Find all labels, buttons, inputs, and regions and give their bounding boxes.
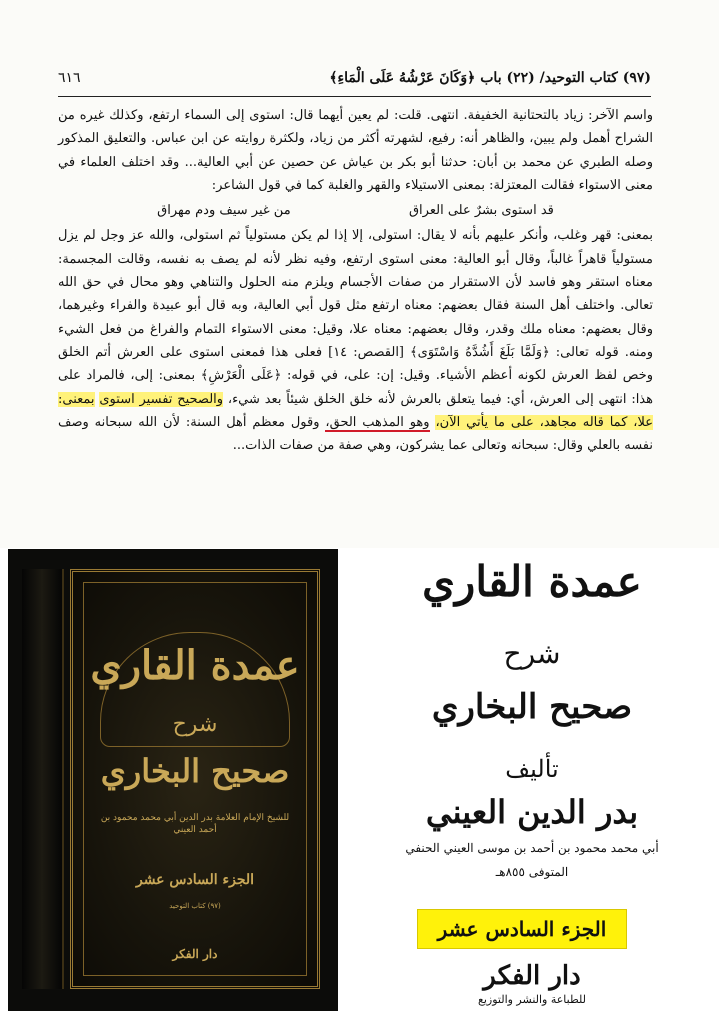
page-number: ٦١٦ — [58, 70, 81, 86]
header-rule — [58, 96, 651, 97]
publisher-tagline: للطباعة والنشر والتوزيع — [477, 993, 586, 1006]
title-page-author: بدر الدين العيني — [425, 793, 639, 831]
title-page-author-full: أبي محمد محمود بن أحمد بن موسى العيني الحنفي — [405, 841, 659, 855]
underlined-phrase: وهو المذهب الحق، — [325, 414, 430, 430]
cover-frame — [70, 569, 320, 989]
paragraph-1: واسم الآخر: زياد بالتحتانية الخفيفة. انتهى. قلت: لم يعين أيهما قال: استوى إلى السماء ارتفع، وكذلك غيره من الشراح أهمل ولم يبين، والظاهر أنه: رفيع، لشهرته أكثر من زياد، ولكثرة روايته عن ابن عباس. والتعليق المذكور وصله الطبري عن محمد بن أبان: حدثنا أبو بكر بن عياش عن حصين عن أبي العالية... وقد اختلف العلماء في معنى الاستواء فقالت المعتزلة: بمعنى الاستيلاء والقهر والغلبة كما في قول الشاعر: — [58, 108, 653, 193]
title-page-title: عمدة القاري — [422, 557, 642, 606]
cover-title: عمدة القاري — [90, 642, 300, 689]
poem-hemistich-right: قد استوى بشرٌ على العراق — [408, 203, 554, 219]
title-page-subtitle: شرح — [503, 637, 561, 670]
highlighted-phrase-1: والصحيح تفسير استوى — [99, 391, 224, 407]
highlighted-phrase-2: بمعنى: علا، كما قاله مجاهد، على ما يأتي الآن، — [58, 391, 653, 430]
title-page-by: تأليف — [505, 755, 559, 783]
poem-verse — [58, 199, 653, 222]
cover-publisher: دار الفكر — [172, 947, 218, 961]
book-spine — [22, 569, 64, 989]
running-head — [58, 70, 651, 92]
poem-hemistich-left: من غير سيف ودم مهراق — [157, 203, 291, 219]
running-title: (٩٧) كتاب التوحيد/ (٢٢) باب ﴿وَكَانَ عَرْشُهُ عَلَى الْمَاءِ﴾ — [329, 70, 651, 86]
book-cover-photo — [8, 549, 338, 1011]
publisher-logo: دار الفكر — [483, 961, 581, 991]
cover-subtitle: شرح — [172, 712, 218, 737]
paragraph-2-main: بمعنى: قهر وغلب، وأنكر عليهم بأنه لا يقال: استولى، إلا إذا لم يكن مستولياً ثم استولى، والله عز وجل لم يزل مستولياً قاهراً غالباً، وقال أبو العالية: معنى استوى ارتفع، وفيه نظر لأنه لم يصف به نفسه، وقالت المجسمة: معناه استقر وهو فاسد لأن الاستقرار من صفات الأجسام ويلزم منه الحلول والتناهي وهو محال في حق الله تعالى. واختلف أهل السنة فقال بعضهم: معناه ارتفع مثل قول أبي العالية، وبه قال أبو عبيدة والفراء وغيرهما، وقال بعضهم: معناه ملك وقدر، وقال بعضهم: معناه علا، وقيل: معنى الاستواء التمام والفراغ من فعل الشيء ومنه. قوله تعالى: ﴿وَلَمَّا بَلَغَ أَشُدَّهُ وَاسْتَوَى﴾ [القصص: ١٤] فعلى هذا فمعنى استوى على العرش أتم الخلق وخص لفظ العرش لكونه أعظم الأشياء. وقيل: إن: على، في قوله: ﴿عَلَى الْعَرْشِ﴾ بمعنى: إلى، فالمراد على هذا: انتهى إلى العرش، أي: فيما يتعلق بالعرش لأنه خلق الخلق شيئاً بعد شيء، — [58, 228, 653, 407]
title-page-died: المتوفى ٨٥٥هـ — [495, 865, 569, 879]
cover-book-name: صحيح البخاري — [100, 752, 290, 790]
cover-contents-line: (٩٧) كتاب التوحيد — [169, 902, 221, 910]
paragraph-2 — [58, 224, 653, 457]
title-page-book: صحيح البخاري — [431, 687, 633, 727]
cover-volume: الجزء السادس عشر — [135, 872, 255, 888]
paragraph-2-end: وقول معظم أهل السنة: لأن الله سبحانه وصف نفسه بالعلي وقال: سبحانه وتعالى عما يشركون، وهي صفة من صفات الذات... — [58, 414, 653, 454]
volume-highlight-box: الجزء السادس عشر — [417, 909, 627, 949]
commentary-text — [58, 104, 653, 457]
title-page — [345, 549, 719, 1011]
cover-author-line: للشيخ الإمام العلامة بدر الدين أبي محمد محمود بن أحمد العيني — [100, 813, 290, 835]
